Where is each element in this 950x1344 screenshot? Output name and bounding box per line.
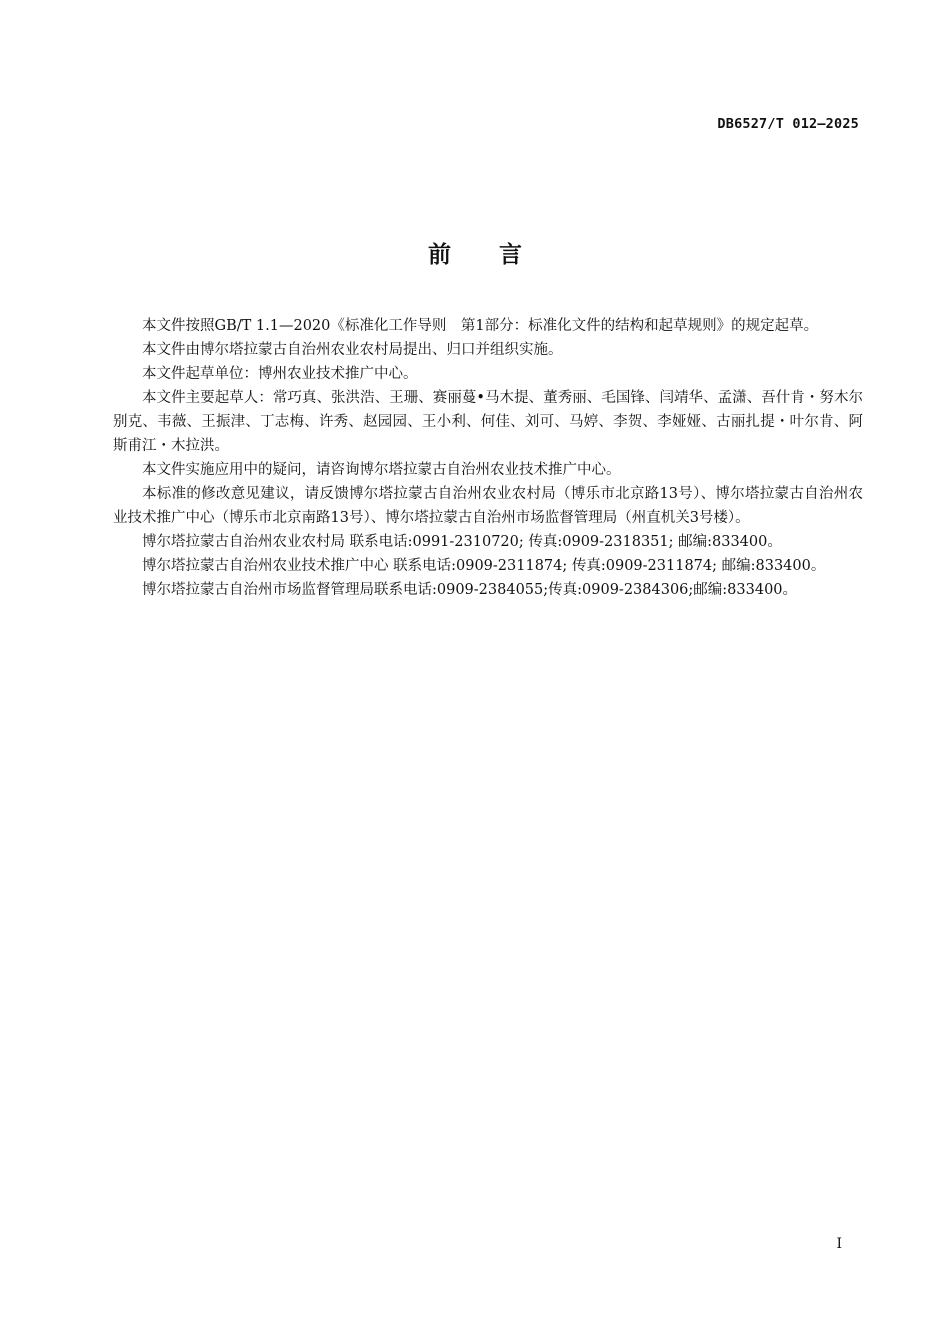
section-title: 前言 <box>428 242 570 268</box>
page-number: I <box>836 1236 842 1252</box>
document-code: DB6527/T 012—2025 <box>717 116 859 132</box>
paragraph-drafting-rules: 本文件按照GB/T 1.1—2020《标准化工作导则 第1部分：标准化文件的结构和起草规则》的规定起草。 <box>142 318 819 334</box>
paragraph-feedback: 本标准的修改意见建议，请反馈博尔塔拉蒙古自治州农业农村局（博乐市北京路13号）、博尔塔拉蒙古自治州农业技术推广中心（博乐市北京南路13号）、博尔塔拉蒙古自治州市场监督管理局（州直机关3号楼）。 <box>113 486 863 526</box>
paragraph-drafting-unit: 本文件起草单位：博州农业技术推广中心。 <box>142 366 418 382</box>
paragraph-inquiries: 本文件实施应用中的疑问，请咨询博尔塔拉蒙古自治州农业技术推广中心。 <box>142 462 621 478</box>
paragraph-drafters: 本文件主要起草人：常巧真、张洪浩、王珊、赛丽蔓•马木提、董秀丽、毛国锋、闫靖华、孟潇、吾什肯・努木尔别克、韦薇、王振津、丁志梅、许秀、赵园园、王小利、何佳、刘可、马婷、李贺、李娅娅、古丽扎提・叶尔肯、阿斯甫江・木拉洪。 <box>113 390 863 454</box>
paragraph-contact-tech-center: 博尔塔拉蒙古自治州农业技术推广中心 联系电话:0909-2311874; 传真:0909-2311874; 邮编:833400。 <box>142 558 826 574</box>
paragraph-contact-market-bureau: 博尔塔拉蒙古自治州市场监督管理局联系电话:0909-2384055;传真:0909-2384306;邮编:833400。 <box>142 582 798 598</box>
paragraph-proposer: 本文件由博尔塔拉蒙古自治州农业农村局提出、归口并组织实施。 <box>142 342 563 358</box>
foreword-body <box>113 314 863 602</box>
paragraph-contact-agriculture-bureau: 博尔塔拉蒙古自治州农业农村局 联系电话:0991-2310720; 传真:0909-2318351; 邮编:833400。 <box>142 534 782 550</box>
